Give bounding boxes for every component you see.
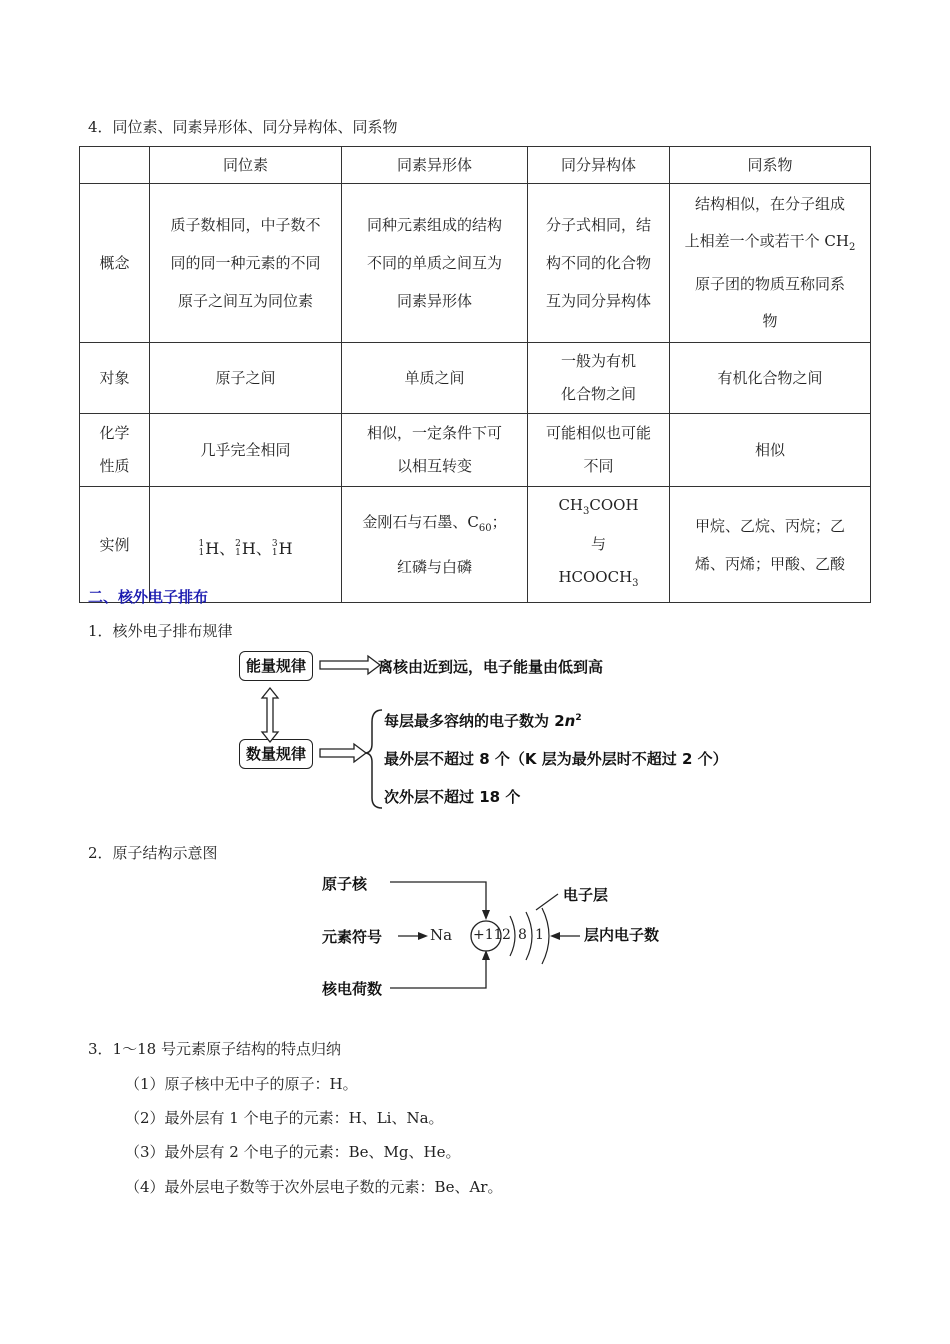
count-rule-box: 数量规律 <box>239 739 313 769</box>
cell-line: 性质 <box>99 457 130 475</box>
item-heading-3: 3．1～18 号元素原子结构的特点归纳 <box>88 1040 341 1058</box>
table-cell: 有机化合物之间 <box>670 343 871 414</box>
cell-text: CH <box>558 496 584 514</box>
subscript: 2 <box>848 242 856 253</box>
table-cell: 相似 <box>670 414 871 487</box>
cell-line: 红磷与白磷 <box>396 558 472 576</box>
separator: 、 <box>219 538 236 558</box>
table-cell <box>528 414 670 487</box>
cell-line <box>534 489 663 528</box>
cell-line <box>534 561 663 600</box>
cell-line: 同种元素组成的结构 <box>366 216 502 234</box>
table-cell <box>342 487 528 603</box>
connector-line <box>390 882 486 916</box>
arrow-head-icon <box>550 932 560 940</box>
cell-line: 化合物之间 <box>560 385 636 403</box>
cell-text: 上相差一个或若干个 CH <box>684 232 849 250</box>
count-rule-line <box>384 710 582 731</box>
cell-line: 分子式相同，结 <box>545 216 651 234</box>
list-item: （3）最外层有 2 个电子的元素：Be、Mg、He。 <box>125 1143 461 1161</box>
cell-line: 不同 <box>583 457 614 475</box>
mass-number: 2 <box>235 538 241 549</box>
cell-line: 相似，一定条件下可 <box>366 424 502 442</box>
shell-electrons: 2 <box>502 927 511 943</box>
subscript: 3 <box>632 578 639 589</box>
charge-label: 核电荷数 <box>322 980 383 998</box>
atomic-number: 1 <box>235 547 241 558</box>
cell-text: COOH <box>589 496 639 514</box>
table-row <box>80 414 871 487</box>
cell-line: 同的同一种元素的不同 <box>170 254 321 272</box>
arrow-head-icon <box>482 910 490 920</box>
table-cell <box>670 487 871 603</box>
connector-line <box>390 954 486 988</box>
cell-line: 互为同分异构体 <box>545 292 651 310</box>
energy-rule-box: 能量规律 <box>239 651 313 681</box>
double-arrow-icon <box>262 688 278 742</box>
table-cell <box>150 184 342 343</box>
count-rule-var: n <box>564 712 576 730</box>
table-header-row <box>80 147 871 184</box>
cell-text: ； <box>491 513 507 531</box>
subscript: 3 <box>583 506 590 517</box>
header-cell: 同素异形体 <box>342 147 528 184</box>
energy-rule-text: 离核由近到远，电子能量由低到高 <box>378 658 604 676</box>
table-row <box>80 343 871 414</box>
row-label: 实例 <box>80 487 150 603</box>
symbol-label: 元素符号 <box>322 928 383 946</box>
table-cell <box>342 414 528 487</box>
cell-line: 构不同的化合物 <box>545 254 651 272</box>
header-cell: 同系物 <box>670 147 871 184</box>
item-heading-2: 2．原子结构示意图 <box>88 844 218 862</box>
count-rule-sup: 2 <box>575 713 582 723</box>
list-item: （1）原子核中无中子的原子：H。 <box>125 1075 358 1093</box>
count-rule-line: 最外层不超过 8 个（K 层为最外层时不超过 2 个） <box>384 750 728 768</box>
shell-label: 电子层 <box>563 886 609 904</box>
cell-line: 与 <box>590 535 606 553</box>
table-cell <box>528 184 670 343</box>
mass-number: 3 <box>271 538 278 549</box>
rules-connectors <box>230 640 390 820</box>
cell-line <box>676 223 864 266</box>
cell-line: 化学 <box>99 424 130 442</box>
nucleus-label: 原子核 <box>322 875 368 893</box>
connector-line <box>536 894 558 910</box>
cell-line: 不同的单质之间互为 <box>366 254 502 272</box>
table-cell <box>342 184 528 343</box>
table-cell: 几乎完全相同 <box>150 414 342 487</box>
heading-4: 4．同位素、同素异形体、同分异构体、同系物 <box>88 118 398 136</box>
header-cell <box>80 147 150 184</box>
section-title: 二、核外电子排布 <box>88 588 209 606</box>
mass-number: 1 <box>198 538 205 549</box>
subscript: 60 <box>478 523 492 534</box>
cell-line: 原子团的物质互称同系 <box>694 275 845 293</box>
cell-line: 一般为有机 <box>560 352 636 370</box>
count-rule-line: 次外层不超过 18 个 <box>384 788 521 806</box>
table-cell <box>528 487 670 603</box>
table-cell <box>670 184 871 343</box>
table-cell <box>528 343 670 414</box>
hollow-arrow-icon <box>320 744 366 762</box>
cell-line: 物 <box>762 312 778 330</box>
table-cell: 单质之间 <box>342 343 528 414</box>
cell-line: 甲烷、乙烷、丙烷；乙 <box>694 516 845 535</box>
element-symbol: H <box>278 538 293 558</box>
cell-line: 同素异形体 <box>396 292 472 310</box>
element-symbol: Na <box>430 926 453 944</box>
list-item: （2）最外层有 1 个电子的元素：H、Li、Na。 <box>125 1109 444 1127</box>
header-cell: 同位素 <box>150 147 342 184</box>
atomic-number: 1 <box>198 547 205 558</box>
element-symbol: H <box>241 538 256 558</box>
cell-line: 结构相似，在分子组成 <box>694 195 845 213</box>
inner-electrons-label: 层内电子数 <box>584 926 660 944</box>
atomic-number: 1 <box>271 547 278 558</box>
shell-electrons: 1 <box>535 927 544 943</box>
element-symbol: H <box>205 538 220 558</box>
header-cell: 同分异构体 <box>528 147 670 184</box>
cell-line: 烯、丙烯；甲酸、乙酸 <box>694 554 845 573</box>
row-label: 概念 <box>80 184 150 343</box>
cell-line: 质子数相同，中子数不 <box>170 216 321 234</box>
isotope-notation <box>198 530 292 568</box>
row-label: 对象 <box>80 343 150 414</box>
cell-line: 可能相似也可能 <box>545 424 651 442</box>
table-cell: 原子之间 <box>150 343 342 414</box>
arrow-head-icon <box>418 932 428 940</box>
shell-electrons: 8 <box>518 927 527 943</box>
list-item: （4）最外层电子数等于次外层电子数的元素：Be、Ar。 <box>125 1178 503 1196</box>
separator: 、 <box>255 538 272 558</box>
cell-line <box>348 503 521 548</box>
item-heading-1: 1．核外电子排布规律 <box>88 622 233 640</box>
brace-icon <box>366 710 382 808</box>
hollow-arrow-icon <box>320 656 380 674</box>
cell-text: 金刚石与石墨、C <box>362 513 479 531</box>
cell-line: 原子之间互为同位素 <box>177 292 313 310</box>
cell-line: 以相互转变 <box>396 457 472 475</box>
count-rule-prefix: 每层最多容纳的电子数为 2 <box>384 712 565 730</box>
table-row <box>80 184 871 343</box>
row-label <box>80 414 150 487</box>
nucleus-charge: +11 <box>473 927 503 943</box>
cell-text: HCOOCH <box>558 568 633 586</box>
comparison-table <box>79 146 871 603</box>
